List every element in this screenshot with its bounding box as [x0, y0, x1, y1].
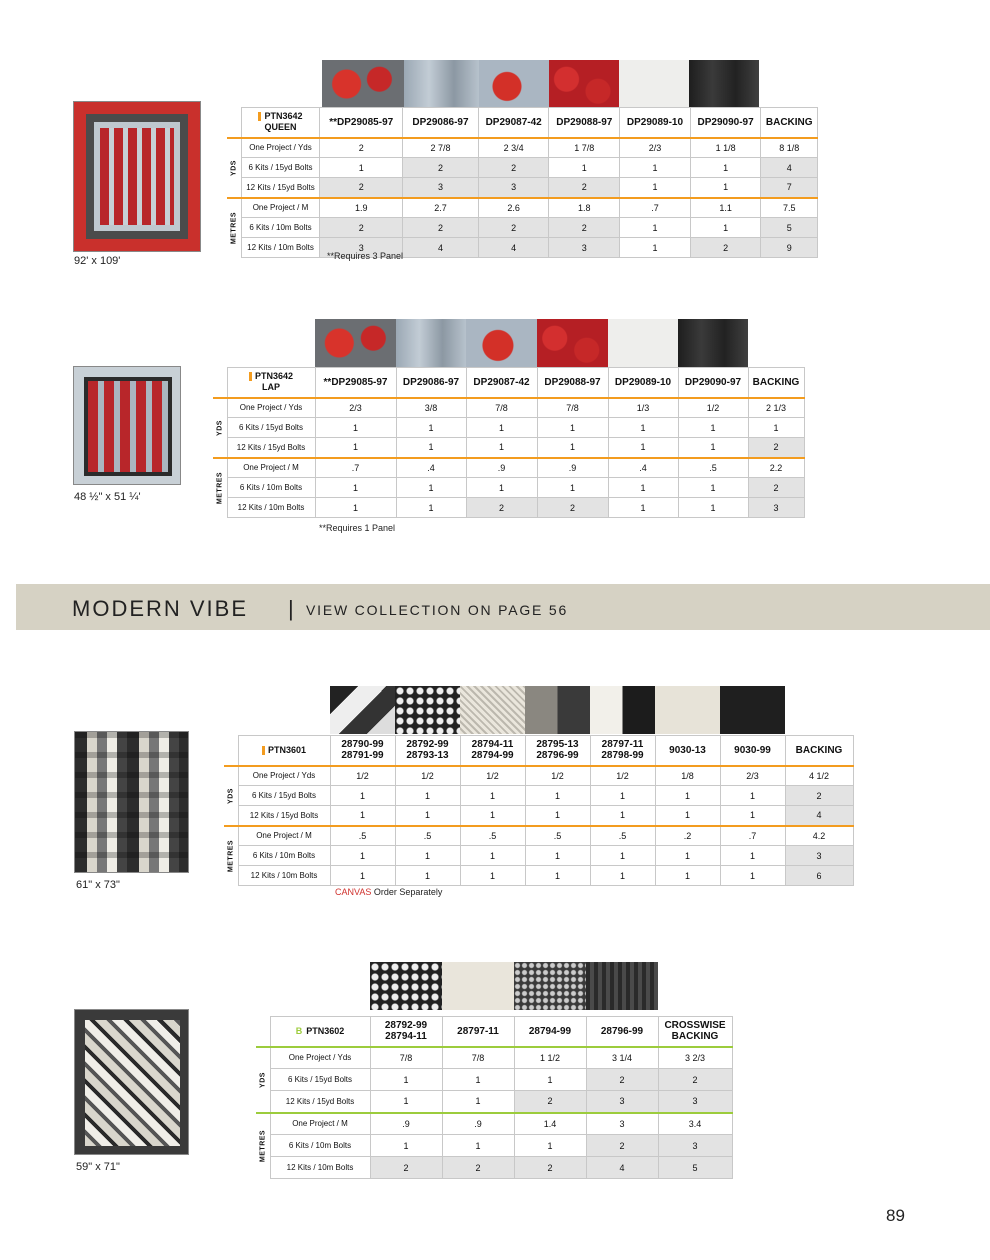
column-header: DP29088-97 [537, 368, 608, 398]
fabric-swatch [322, 60, 404, 108]
fabric-swatches [370, 962, 658, 1010]
column-header: DP29086-97 [396, 368, 466, 398]
table-row: 6 Kits / 15yd Bolts 1 1 1 2 2 [256, 1069, 732, 1091]
metres-group-label: METRES [216, 471, 224, 505]
fabric-swatch [689, 60, 759, 108]
column-header: BACKING [748, 368, 804, 398]
fabric-swatch [678, 319, 748, 367]
fabric-swatch [525, 686, 590, 734]
fabric-swatch [442, 962, 514, 1010]
fabric-swatches [330, 686, 785, 734]
column-header: 28790-99 28791-99 [330, 736, 395, 766]
fabric-swatch [315, 319, 396, 367]
table-row: 6 Kits / 10m Bolts 1 1 1 1 1 1 2 [213, 478, 804, 498]
table-row: METRES One Project / M .5 .5 .5 .5 .5 .2 .7 4.2 [224, 826, 853, 846]
table-row: 12 Kits / 15yd Bolts 1 1 1 1 1 1 1 4 [224, 806, 853, 826]
column-header: 28792-99 28794-11 [370, 1017, 442, 1047]
table-row: YDS One Project / Yds 7/8 7/8 1 1/2 3 1/4 3 2/3 [256, 1047, 732, 1069]
column-header: 28796-99 [586, 1017, 658, 1047]
table-header-row [224, 736, 853, 766]
column-header: BACKING [785, 736, 853, 766]
quilt-image-ptn3602 [74, 1009, 189, 1155]
fabric-swatch [460, 686, 525, 734]
table-note: CANVAS Order Separately [335, 887, 443, 897]
quilt-dimensions: 92' x 109' [74, 255, 121, 267]
fabric-swatch [330, 686, 395, 734]
column-header: DP29089-10 [608, 368, 678, 398]
table-row: 12 Kits / 15yd Bolts 2 3 3 2 1 1 7 [227, 178, 818, 198]
table-row: METRES One Project / M .9 .9 1.4 3 3.4 [256, 1113, 732, 1135]
column-header: 28797-11 [442, 1017, 514, 1047]
yardage-table-queen [227, 107, 818, 258]
column-header: 9030-99 [720, 736, 785, 766]
table-header-row [227, 108, 818, 138]
table-row: 12 Kits / 10m Bolts 3 4 4 3 1 2 9 [227, 238, 818, 258]
fabric-swatch [549, 60, 619, 108]
fabric-swatches [315, 319, 748, 367]
fabric-swatches [322, 60, 759, 108]
pattern-name: PTN3601 [238, 736, 330, 766]
fabric-swatch [479, 60, 549, 108]
yds-group-label: YDS [259, 1071, 267, 1088]
metres-group-label: METRES [230, 211, 238, 245]
table-note: **Requires 3 Panel [327, 251, 404, 261]
fabric-swatch [619, 60, 689, 108]
quilt-image-ptn3601 [74, 731, 189, 873]
table-row: METRES One Project / M .7 .4 .9 .9 .4 .5 2.2 [213, 458, 804, 478]
table-row: 12 Kits / 10m Bolts 2 2 2 4 5 [256, 1157, 732, 1179]
column-header: DP29089-10 [620, 108, 691, 138]
yardage-table-ptn3601 [224, 735, 854, 886]
fabric-swatch [466, 319, 537, 367]
page-number: 89 [886, 1206, 905, 1225]
column-header: DP29086-97 [403, 108, 479, 138]
table-row: 12 Kits / 10m Bolts 1 1 1 1 1 1 1 6 [224, 866, 853, 886]
table-row: YDS One Project / Yds 2/3 3/8 7/8 7/8 1/3 1/2 2 1/3 [213, 398, 804, 418]
column-header: 9030-13 [655, 736, 720, 766]
table-row: YDS One Project / Yds 2 2 7/8 2 3/4 1 7/8 2/3 1 1/8 8 1/8 [227, 138, 818, 158]
collection-banner [16, 584, 990, 630]
column-header: DP29088-97 [549, 108, 620, 138]
column-header: **DP29085-97 [315, 368, 396, 398]
table-row: 12 Kits / 10m Bolts 1 1 2 2 1 1 3 [213, 498, 804, 518]
quilt-dimensions: 61" x 73" [76, 879, 120, 891]
table-row: YDS One Project / Yds 1/2 1/2 1/2 1/2 1/2 1/8 2/3 4 1/2 [224, 766, 853, 786]
collection-link[interactable]: VIEW COLLECTION ON PAGE 56 [306, 602, 569, 618]
column-header: **DP29085-97 [320, 108, 403, 138]
fabric-swatch [586, 962, 658, 1010]
table-row: METRES One Project / M 1.9 2.7 2.6 1.8 .7 1.1 7.5 [227, 198, 818, 218]
column-header: DP29087-42 [466, 368, 537, 398]
quilt-image-queen [73, 101, 201, 252]
fabric-swatch [608, 319, 678, 367]
table-row: 6 Kits / 10m Bolts 1 1 1 2 3 [256, 1135, 732, 1157]
column-header: BACKING [761, 108, 818, 138]
quilt-image-lap [73, 366, 181, 485]
fabric-swatch [370, 962, 442, 1010]
column-header: DP29090-97 [690, 108, 761, 138]
quilt-dimensions: 59" x 71" [76, 1161, 120, 1173]
table-row: 6 Kits / 15yd Bolts 1 1 1 1 1 1 1 [213, 418, 804, 438]
fabric-swatch [655, 686, 720, 734]
column-header: 28792-99 28793-13 [395, 736, 460, 766]
fabric-swatch [537, 319, 608, 367]
table-note: **Requires 1 Panel [319, 523, 396, 533]
yds-group-label: YDS [227, 787, 235, 804]
table-row: 6 Kits / 10m Bolts 2 2 2 2 1 1 5 [227, 218, 818, 238]
column-header: CROSSWISE BACKING [658, 1017, 732, 1047]
table-header-row [213, 368, 804, 398]
yardage-table-lap [213, 367, 805, 518]
column-header: 28795-13 28796-99 [525, 736, 590, 766]
table-row: 12 Kits / 15yd Bolts 1 1 1 1 1 1 2 [213, 438, 804, 458]
column-header: 28794-11 28794-99 [460, 736, 525, 766]
table-header-row [256, 1017, 732, 1047]
quilt-dimensions: 48 ½" x 51 ¼' [74, 491, 141, 503]
fabric-swatch [404, 60, 479, 108]
table-row: 6 Kits / 15yd Bolts 1 2 2 1 1 1 4 [227, 158, 818, 178]
pattern-name: B PTN3602 [270, 1017, 370, 1047]
collection-title: MODERN VIBE [72, 596, 249, 621]
fabric-swatch [720, 686, 785, 734]
pattern-name: PTN3642 LAP [227, 368, 315, 398]
fabric-swatch [395, 686, 460, 734]
table-row: 6 Kits / 15yd Bolts 1 1 1 1 1 1 1 2 [224, 786, 853, 806]
metres-group-label: METRES [259, 1129, 267, 1163]
column-header: 28797-11 28798-99 [590, 736, 655, 766]
column-header: DP29087-42 [478, 108, 549, 138]
column-header: DP29090-97 [678, 368, 748, 398]
column-header: 28794-99 [514, 1017, 586, 1047]
fabric-swatch [590, 686, 655, 734]
table-row: 12 Kits / 15yd Bolts 1 1 2 3 3 [256, 1091, 732, 1113]
metres-group-label: METRES [227, 839, 235, 873]
yds-group-label: YDS [216, 419, 224, 436]
yds-group-label: YDS [230, 159, 238, 176]
pattern-name: PTN3642 QUEEN [241, 108, 320, 138]
yardage-table-ptn3602 [256, 1016, 733, 1179]
fabric-swatch [396, 319, 466, 367]
fabric-swatch [514, 962, 586, 1010]
table-row: 6 Kits / 10m Bolts 1 1 1 1 1 1 1 3 [224, 846, 853, 866]
banner-separator: | [288, 596, 294, 621]
